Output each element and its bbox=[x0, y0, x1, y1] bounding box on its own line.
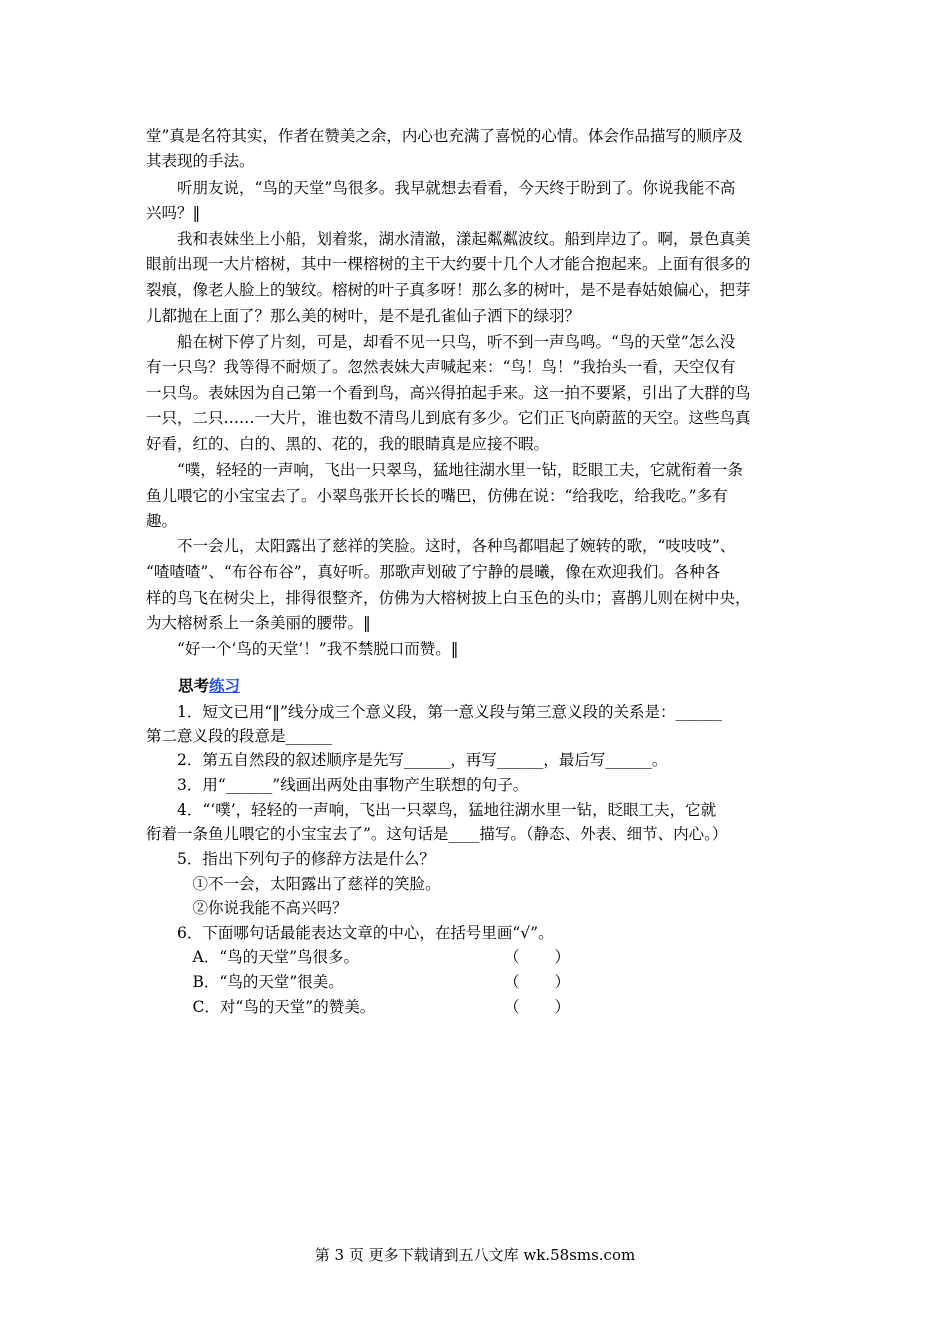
passage-line: 样的鸟飞在树尖上，排得很整齐，仿佛为大榕树披上白玉色的头巾；喜鹊儿则在树中央， bbox=[146, 589, 751, 607]
exercise-line: 2．第五自然段的叙述顺序是先写______，再写______，最后写______。 bbox=[146, 751, 668, 769]
passage-line: 堂”真是名符其实，作者在赞美之余，内心也充满了喜悦的心情。体会作品描写的顺序及 bbox=[146, 127, 743, 145]
paren-close: ） bbox=[554, 998, 570, 1016]
option-c: C．对“鸟的天堂”的赞美。 bbox=[146, 998, 376, 1016]
exercise-line: 1．短文已用“‖”线分成三个意义段，第一意义段与第三意义段的关系是：______ bbox=[146, 703, 722, 721]
paren-open: （ bbox=[504, 948, 520, 966]
passage-line: 裂痕，像老人脸上的皱纹。榕树的叶子真多呀！那么多的树叶，是不是春姑娘偏心，把芽 bbox=[146, 281, 751, 299]
passage-line: 好看，红的、白的、黑的、花的，我的眼睛真是应接不暇。 bbox=[146, 435, 550, 453]
passage-line: 其表现的手法。 bbox=[146, 152, 255, 170]
paren-close: ） bbox=[554, 948, 570, 966]
paren-open: （ bbox=[504, 998, 520, 1016]
passage-line: 一只鸟。表妹因为自己第一个看到鸟，高兴得拍起手来。这一拍不要紧，引出了大群的鸟 bbox=[146, 384, 751, 402]
exercise-link[interactable]: 练习 bbox=[209, 676, 241, 695]
passage-line: “喳喳喳”、“布谷布谷”，真好听。那歌声划破了宁静的晨曦，像在欢迎我们。各种各 bbox=[146, 563, 721, 581]
exercise-heading-prefix: 思考 bbox=[178, 676, 210, 695]
passage-line: 眼前出现一大片榕树，其中一棵榕树的主干大约要十几个人才能合抱起来。上面有很多的 bbox=[146, 255, 751, 273]
passage-line: “好一个‘鸟的天堂’！”我不禁脱口而赞。‖ bbox=[146, 640, 459, 658]
exercise-line: ①不一会，太阳露出了慈祥的笑脸。 bbox=[146, 875, 441, 893]
passage-line: 兴吗？‖ bbox=[146, 204, 201, 222]
exercise-line: 4．“‘噗’，轻轻的一声响，飞出一只翠鸟，猛地往湖水里一钻，眨眼工夫，它就 bbox=[146, 801, 717, 819]
exercise-line: 5．指出下列句子的修辞方法是什么？ bbox=[146, 850, 435, 868]
passage-line: 鱼儿喂它的小宝宝去了。小翠鸟张开长长的嘴巴，仿佛在说：“给我吃，给我吃。”多有 bbox=[146, 487, 728, 505]
option-a: A．“鸟的天堂”鸟很多。 bbox=[146, 948, 360, 966]
passage-line: 听朋友说，“鸟的天堂”鸟很多。我早就想去看看，今天终于盼到了。你说我能不高 bbox=[146, 179, 736, 197]
exercise-line: 衔着一条鱼儿喂它的小宝宝去了”。这句话是____描写。（静态、外表、细节、内心。） bbox=[146, 825, 728, 843]
option-b: B．“鸟的天堂”很美。 bbox=[146, 973, 344, 991]
exercise-line: ②你说我能不高兴吗？ bbox=[146, 899, 348, 917]
paren-close: ） bbox=[554, 973, 570, 991]
passage-line: “噗，轻轻的一声响，飞出一只翠鸟，猛地往湖水里一钻，眨眼工夫，它就衔着一条 bbox=[146, 461, 743, 479]
passage-line: 趣。 bbox=[146, 512, 178, 530]
exercise-line: 第二意义段的段意是______ bbox=[146, 727, 333, 745]
exercise-heading bbox=[178, 675, 240, 697]
passage-line: 船在树下停了片刻，可是，却看不见一只鸟，听不到一声鸟鸣。“鸟的天堂”怎么没 bbox=[146, 333, 736, 351]
paren-open: （ bbox=[504, 973, 520, 991]
passage-line: 为大榕树系上一条美丽的腰带。‖ bbox=[146, 614, 371, 632]
passage-line: 有一只鸟？我等得不耐烦了。忽然表妹大声喊起来：“鸟！鸟！”我抬头一看，天空仅有 bbox=[146, 358, 736, 376]
exercise-line: 3．用“______”线画出两处由事物产生联想的句子。 bbox=[146, 776, 529, 794]
page-footer: 第 3 页 更多下载请到五八文库 wk.58sms.com bbox=[314, 1246, 636, 1264]
exercise-line: 6．下面哪句话最能表达文章的中心，在括号里画“√”。 bbox=[146, 924, 554, 942]
passage-line: 儿都抛在上面了？那么美的树叶，是不是孔雀仙子洒下的绿羽？ bbox=[146, 307, 581, 325]
passage-line: 不一会儿，太阳露出了慈祥的笑脸。这时，各种鸟都唱起了婉转的歌，“吱吱吱”、 bbox=[146, 537, 736, 555]
passage-line: 一只，二只……一大片，谁也数不清鸟儿到底有多少。它们正飞向蔚蓝的天空。这些鸟真 bbox=[146, 409, 751, 427]
passage-line: 我和表妹坐上小船，划着浆，湖水清澈，漾起粼粼波纹。船到岸边了。啊，景色真美 bbox=[146, 230, 751, 248]
